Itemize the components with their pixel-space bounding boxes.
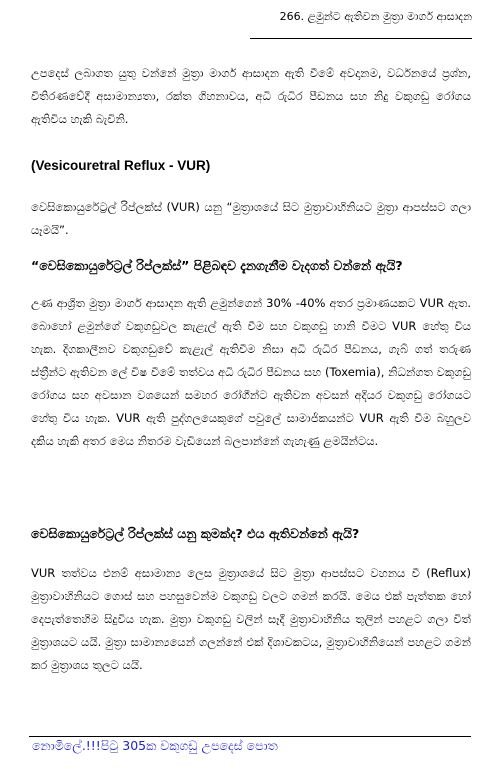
running-header: 266. ළමුන්ට ඇතිවන මුත්‍රා මාර්ග ආසාදන <box>279 10 472 23</box>
footer-book-line: නොමිලේ.!!!පිටු 305ක වකුගඩු උපදෙස් පොත <box>32 738 278 753</box>
vur-definition-paragraph: වෙසිකොයුරේට්‍රල් රිප්ලක්ස් (VUR) යනු “මුත්‍රාශයේ සිට මුත්‍රාවාහිනියට මුත්‍රා ආපස්සට ගලා යෑමයි”. <box>31 200 471 237</box>
footer-divider <box>29 736 471 737</box>
intro-paragraph: උපදෙස් ලබාගත යුතු වන්නේ මුත්‍රා මාර්ග ආසාදන ඇති වීමේ අවදානම, වර්ධනයේ ප්‍රශ්න, විතිරණවේදී අසාමාන්‍යතා, රක්ත ගිහනාවය, අධි රුධිර පීඩනය සහ නිදු වකුගඩු රෝගය ඇතිවිය හැකි බැවිනි. <box>31 66 471 126</box>
what-is-vur-paragraph: VUR තත්වය එනම් අසාමාන්‍ය ලෙස මුත්‍රාශයේ සිට මුත්‍රා ආපස්සට වහනය වී (Reflux) මුත්‍රාවාහිනියට ගොස් සහ පහසුවෙන්ම වකුගඩු වලට ගමන් කරයි. මෙය එක් පැත්තක හෝ දෙපැත්තෙහිම සිදුවිය හැක. මුත්‍රා වකුගඩු වලින් සෑදී මුත්‍රාවාහිනිය තුලින් පහළට ගලා විත් මුත්‍රාශයට යයි. මුත්‍රා සාමාන්‍යයෙන් ගලන්නේ එක් දිශාවකටය, මුත්‍රාවාහිනියෙන් පහළට ගමන් කර මුත්‍රාශය තුලට යයි. <box>31 566 471 672</box>
importance-paragraph: උණ ආශ්‍රිත මුත්‍රා මාර්ග ආසාදන ඇති ළමුන්ගෙන් 30% -40% අතර ප්‍රමාණයකට VUR ඇත. බොහෝ ළමුන්ගේ වකුගඩුවල කැළැල් ඇති වීම සහ වකුගඩු හානි වීමට VUR හේතු විය හැක. දිගකාලීනව වකුගඩුවේ කැළැල් ඇතිවීම නිසා අධි රුධිර පීඩනය, ගැබ් ගත් තරුණ ස්ත්‍රීන්ට ඇතිවන ලේ විෂ වීමේ තත්වය අධි රුධිර පීඩනය සහ (Toxemia), නිධන්ගත වකුගඩු රෝගය සහ අවසාන වශයෙන් සමහර රෝගීන්ට ඇතිවන අවසන් අදියර වකුගඩු රෝගයට හේතු විය හැක. VUR ඇති පුද්ගලයෙකුගේ පවුලේ සාමාජිකයන්ට VUR ඇති වීම බහුලව දකිය හැකි අතර මෙය නිතරම වැඩියෙන් බලපාන්නේ ගැහැණු ළමයින්ටය. <box>31 296 471 448</box>
section-title-vur: (Vesicouretral Reflux - VUR) <box>31 158 211 173</box>
question-importance-heading: “වෙසිකොයුරේට්‍රල් රිප්ලක්ස්” පිළිබඳව දැනගැනීම වැදගත් වන්නේ ඇයි? <box>31 258 403 273</box>
header-divider <box>250 38 472 39</box>
question-what-heading: වෙසිකොයුරේට්‍රල් රිප්ලක්ස් යනු කුමක්ද? එය ඇතිවන්නේ ඇයි? <box>31 526 360 541</box>
